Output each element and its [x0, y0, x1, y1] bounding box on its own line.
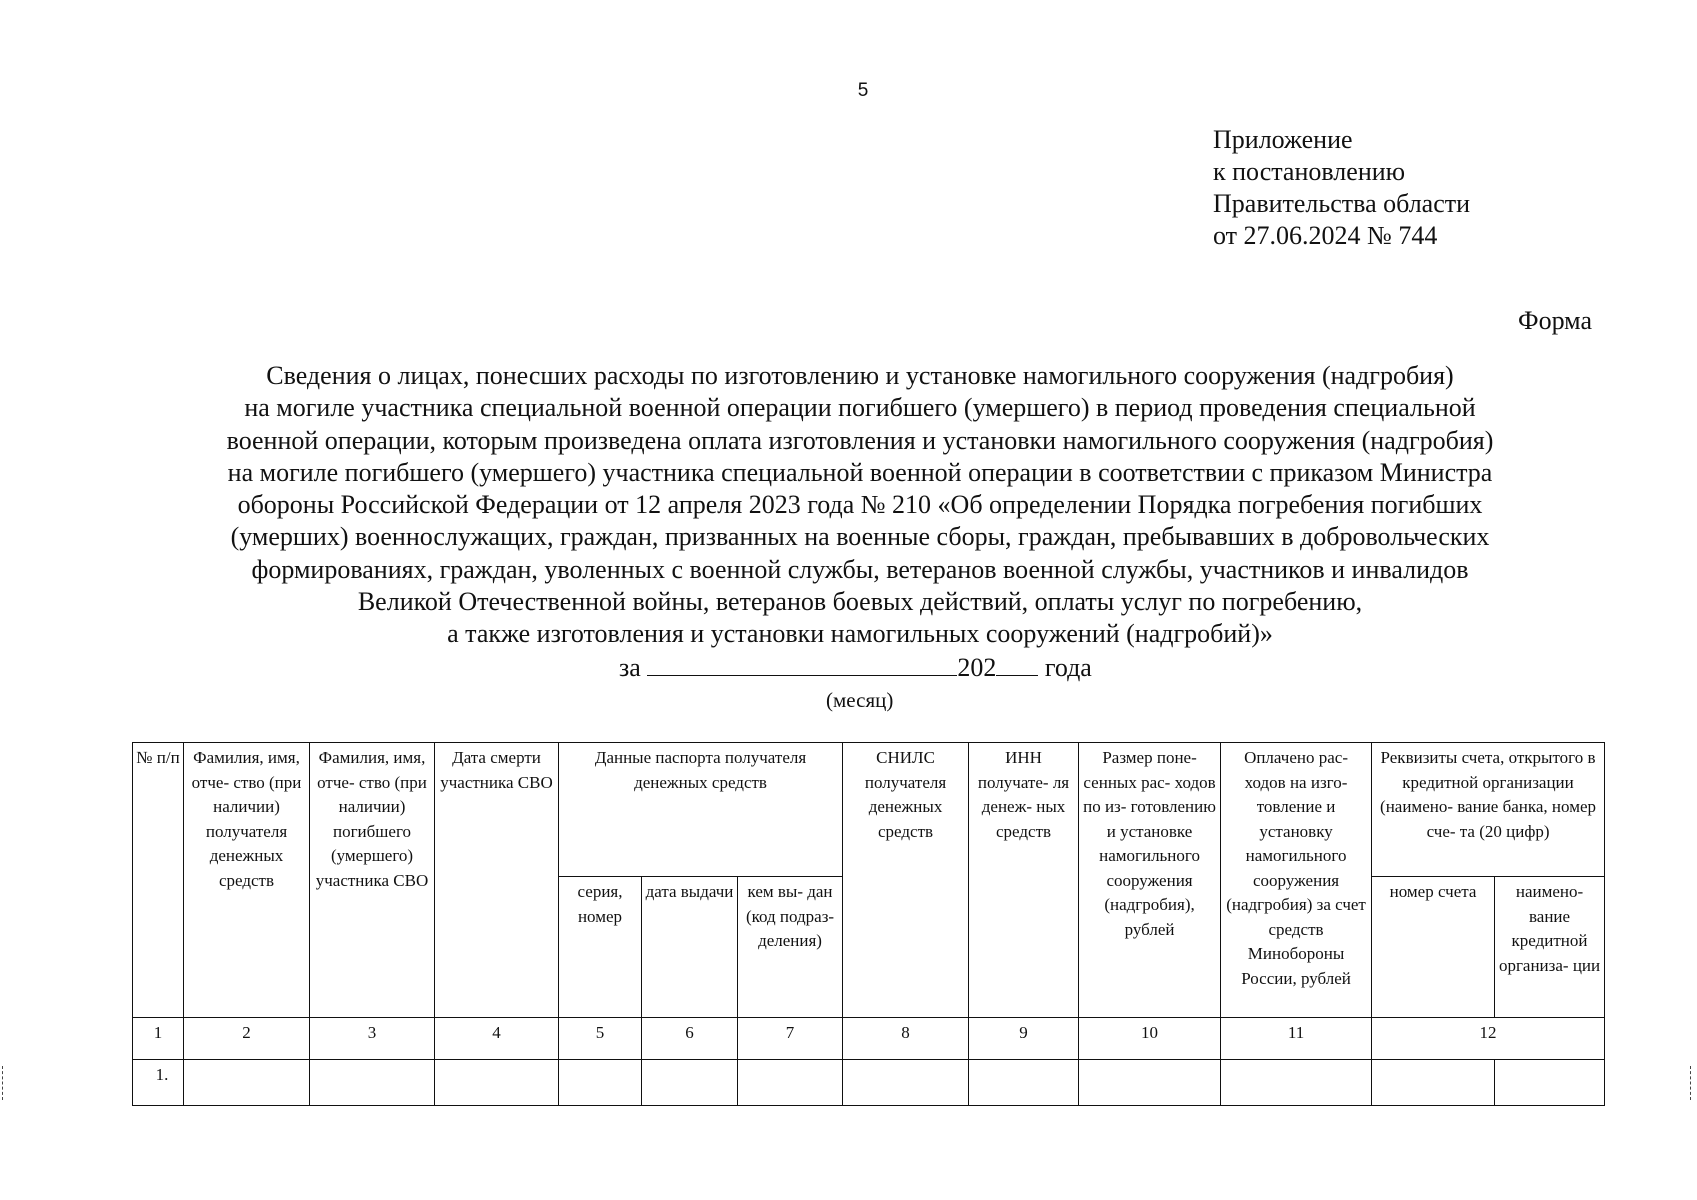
year-blank-field[interactable] — [996, 653, 1038, 676]
death-date-cell[interactable] — [435, 1060, 559, 1106]
column-number: 12 — [1372, 1018, 1605, 1060]
header-bank-group: Реквизиты счета, открытого в кредитной организации (наимено- вание банка, номер сче- та (20 цифр) — [1372, 743, 1605, 877]
period-line — [619, 653, 1092, 683]
appendix-line: Приложение — [1213, 125, 1353, 154]
title-line: а также изготовления и установки намогильных сооружений (надгробий)» — [447, 619, 1273, 649]
appendix-block — [1213, 124, 1470, 252]
column-number: 8 — [843, 1018, 969, 1060]
title-line: на могиле погибшего (умершего) участника специальной военной операции в соответствии с приказом Министра — [227, 457, 1493, 487]
document-title — [100, 360, 1620, 651]
bank-name-cell[interactable] — [1495, 1060, 1605, 1106]
appendix-line: от 27.06.2024 № 744 — [1213, 221, 1438, 250]
period-prefix: за — [619, 653, 641, 682]
header-paid: Оплачено рас- ходов на изго- товление и установку намогильного сооружения (надгробия) за счет средств Минобороны России, рублей — [1221, 743, 1372, 1018]
passport-date-cell[interactable] — [642, 1060, 738, 1106]
title-line: Сведения о лицах, понесших расходы по изготовлению и установке намогильного сооружения (надгробия) — [266, 361, 1454, 390]
inn-cell[interactable] — [969, 1060, 1079, 1106]
title-line: на могиле участника специальной военной операции погибшего (умершего) в период проведения специальной — [244, 393, 1476, 423]
header-recipient-name: Фамилия, имя, отче- ство (при наличии) получателя денежных средств — [184, 743, 310, 1018]
title-line: Великой Отечественной войны, ветеранов боевых действий, оплаты услуг по погребению, — [357, 587, 1363, 617]
passport-issuer-cell[interactable] — [738, 1060, 843, 1106]
row-number-cell: 1. — [133, 1060, 184, 1106]
header-passport-issuer: кем вы- дан (код подраз- деления) — [738, 877, 843, 1018]
header-passport-group: Данные паспорта получателя денежных средств — [559, 743, 843, 877]
deceased-name-cell[interactable] — [310, 1060, 435, 1106]
header-death-date: Дата смерти участника СВО — [435, 743, 559, 1018]
right-edge-mark — [1690, 1066, 1697, 1100]
header-bank-name: наимено- вание кредитной организа- ции — [1495, 877, 1605, 1018]
recipient-name-cell[interactable] — [184, 1060, 310, 1106]
expenses-cell[interactable] — [1079, 1060, 1221, 1106]
snils-cell[interactable] — [843, 1060, 969, 1106]
page-number: 5 — [857, 80, 869, 101]
report-table — [132, 742, 1605, 1106]
period-suffix: года — [1044, 653, 1092, 682]
title-line: формированиях, граждан, уволенных с военной службы, ветеранов военной службы, участников и инвалидов — [251, 554, 1469, 584]
account-number-cell[interactable] — [1372, 1060, 1495, 1106]
appendix-line: к постановлению — [1213, 157, 1406, 186]
month-caption: (месяц) — [826, 688, 894, 712]
header-expenses: Размер поне- сенных рас- ходов по из- готовлению и установке намогильного сооружения (надгробия), рублей — [1079, 743, 1221, 1018]
header-row-top — [133, 743, 1605, 877]
header-snils: СНИЛС получателя денежных средств — [843, 743, 969, 1018]
header-inn: ИНН получате- ля денеж- ных средств — [969, 743, 1079, 1018]
column-number: 9 — [969, 1018, 1079, 1060]
column-number: 10 — [1079, 1018, 1221, 1060]
title-line: (умерших) военнослужащих, граждан, призванных на военные сборы, граждан, пребывавших в добровольческих — [230, 522, 1490, 552]
passport-series-cell[interactable] — [559, 1060, 642, 1106]
left-edge-mark — [2, 1066, 9, 1100]
form-label: Форма — [1518, 306, 1592, 335]
header-passport-series: серия, номер — [559, 877, 642, 1018]
paid-cell[interactable] — [1221, 1060, 1372, 1106]
column-number: 6 — [642, 1018, 738, 1060]
column-number: 3 — [310, 1018, 435, 1060]
title-line: военной операции, которым произведена оплата изготовления и установки намогильного сооружения (надгробия) — [226, 425, 1494, 455]
header-deceased-name: Фамилия, имя, отче- ство (при наличии) погибшего (умершего) участника СВО — [310, 743, 435, 1018]
appendix-line: Правительства области — [1213, 189, 1471, 218]
header-row-number: № п/п — [133, 743, 184, 1018]
table-row — [133, 1060, 1605, 1106]
title-line: обороны Российской Федерации от 12 апреля 2023 года № 210 «Об определении Порядка погребения погибших — [237, 490, 1483, 520]
column-number: 2 — [184, 1018, 310, 1060]
column-number: 4 — [435, 1018, 559, 1060]
year-prefix: 202 — [957, 653, 997, 682]
header-account-number: номер счета — [1372, 877, 1495, 1018]
column-number: 7 — [738, 1018, 843, 1060]
header-passport-date: дата выдачи — [642, 877, 738, 1018]
month-blank-field[interactable] — [647, 653, 957, 676]
column-number: 11 — [1221, 1018, 1372, 1060]
column-number: 5 — [559, 1018, 642, 1060]
column-number-row — [133, 1018, 1605, 1060]
column-number: 1 — [133, 1018, 184, 1060]
